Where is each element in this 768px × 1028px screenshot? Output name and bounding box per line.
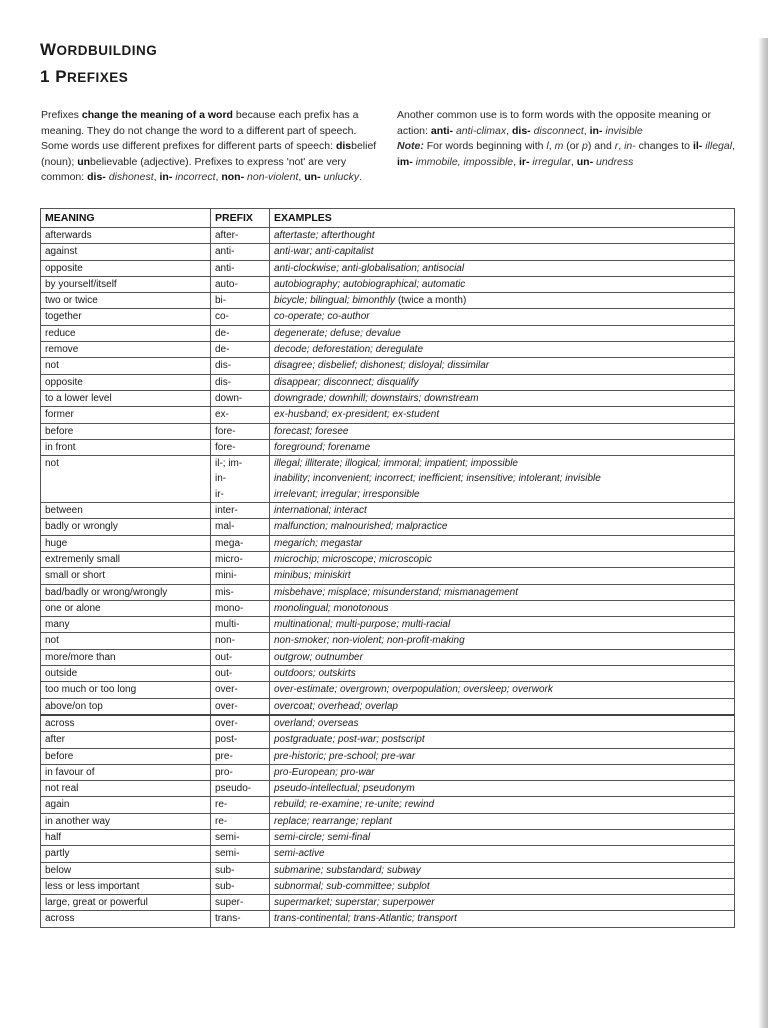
table-row xyxy=(41,617,735,633)
meaning-cell: too much or too long xyxy=(41,682,211,698)
prefix-cell: mono- xyxy=(211,600,270,616)
examples-note: (twice a month) xyxy=(395,295,467,307)
header-prefix: PREFIX xyxy=(211,209,270,228)
prefix-cell: fore- xyxy=(211,423,270,439)
prefix-cell: out- xyxy=(211,666,270,682)
examples-cell xyxy=(270,228,735,244)
examples-cell xyxy=(270,895,735,911)
prefix-cell: re- xyxy=(211,797,270,813)
examples-cell xyxy=(270,732,735,748)
examples-text: over-estimate; overgrown; overpopulation; oversleep; overwork xyxy=(274,684,553,696)
prefix-line: in- xyxy=(215,473,227,485)
examples-text: ex-husband; ex-president; ex-student xyxy=(274,409,440,421)
prefix-cell: sub- xyxy=(211,862,270,878)
meaning-cell: huge xyxy=(41,535,211,551)
prefix-cell: re- xyxy=(211,813,270,829)
table-row xyxy=(41,878,735,894)
table-row xyxy=(41,781,735,797)
meaning-cell: not xyxy=(41,358,211,374)
table-row xyxy=(41,649,735,665)
meaning-cell: bad/badly or wrong/wrongly xyxy=(41,584,211,600)
examples-cell xyxy=(270,276,735,292)
prefix-cell: micro- xyxy=(211,551,270,567)
examples-cell xyxy=(270,439,735,455)
table-row xyxy=(41,666,735,682)
meaning-cell: in favour of xyxy=(41,764,211,780)
meaning-cell: small or short xyxy=(41,568,211,584)
examples-cell xyxy=(270,649,735,665)
prefix-cell: co- xyxy=(211,309,270,325)
examples-cell xyxy=(270,260,735,276)
examples-text: pseudo-intellectual; pseudonym xyxy=(274,783,415,795)
prefix-cell: ex- xyxy=(211,407,270,423)
examples-text: semi-circle; semi-final xyxy=(274,831,371,843)
prefix-cell: fore- xyxy=(211,439,270,455)
examples-text: outgrow; outnumber xyxy=(274,651,363,663)
examples-text: downgrade; downhill; downstairs; downstream xyxy=(274,392,479,404)
intro-paragraph-right: Another common use is to form words with the opposite meaning or action: anti- anti-climax, dis- disconnect, in- invisible Note: For words beginning with l, m (or p) and r, in- changes to il- illegal, im- immobile, impossible, ir- irregular, un- undress xyxy=(397,109,735,168)
examples-text: international; interact xyxy=(274,505,367,517)
examples-cell xyxy=(270,781,735,797)
examples-text: megarich; megastar xyxy=(274,537,363,549)
prefix-cell: multi- xyxy=(211,617,270,633)
meaning-cell: badly or wrongly xyxy=(41,519,211,535)
examples-cell xyxy=(270,309,735,325)
examples-text: minibus; miniskirt xyxy=(274,570,351,582)
table-row xyxy=(41,633,735,649)
examples-cell xyxy=(270,846,735,862)
meaning-cell: afterwards xyxy=(41,228,211,244)
meaning-cell: across xyxy=(41,715,211,732)
examples-cell xyxy=(270,797,735,813)
examples-cell xyxy=(270,633,735,649)
meaning-cell: reduce xyxy=(41,325,211,341)
section-heading: WORDBUILDING xyxy=(40,40,158,59)
examples-cell xyxy=(270,682,735,698)
prefix-cell: over- xyxy=(211,698,270,715)
examples-cell xyxy=(270,519,735,535)
examples-text: replace; rearrange; replant xyxy=(274,815,392,827)
page-edge-shadow xyxy=(758,38,768,1028)
header-meaning: MEANING xyxy=(41,209,211,228)
table-row xyxy=(41,342,735,358)
table-row xyxy=(41,374,735,390)
examples-text: submarine; substandard; subway xyxy=(274,864,421,876)
examples-text: trans-continental; trans-Atlantic; transport xyxy=(274,913,457,925)
prefix-cell: mini- xyxy=(211,568,270,584)
examples-cell xyxy=(270,244,735,260)
examples-cell xyxy=(270,698,735,715)
prefix-cell xyxy=(211,456,270,503)
examples-cell xyxy=(270,600,735,616)
intro-paragraph-left: Prefixes change the meaning of a word because each prefix has a meaning. They do not change the word to a different part of speech. Some words use different prefixes for different parts of speech: disbelief (noun); unbelievable (adjective). Prefixes to express 'not' are very common: dis- dishonest, in- incorrect, non- non-violent, un- unlucky. xyxy=(41,109,377,183)
table-row xyxy=(41,519,735,535)
examples-cell xyxy=(270,423,735,439)
examples-text: foreground; forename xyxy=(274,441,371,453)
table-row xyxy=(41,456,735,503)
meaning-cell: against xyxy=(41,244,211,260)
examples-text: semi-active xyxy=(274,848,325,860)
meaning-cell: between xyxy=(41,503,211,519)
table-row xyxy=(41,568,735,584)
meaning-cell: not xyxy=(41,456,211,503)
examples-cell xyxy=(270,325,735,341)
examples-cell xyxy=(270,764,735,780)
meaning-cell: again xyxy=(41,797,211,813)
examples-cell xyxy=(270,584,735,600)
examples-text: supermarket; superstar; superpower xyxy=(274,897,435,909)
meaning-cell: to a lower level xyxy=(41,390,211,406)
prefix-cell: trans- xyxy=(211,911,270,927)
examples-text: misbehave; misplace; misunderstand; mismanagement xyxy=(274,586,518,598)
table-row xyxy=(41,228,735,244)
examples-cell xyxy=(270,374,735,390)
examples-cell xyxy=(270,342,735,358)
prefix-cell: bi- xyxy=(211,293,270,309)
examples-cell xyxy=(270,829,735,845)
table-row xyxy=(41,829,735,845)
examples-text: malfunction; malnourished; malpractice xyxy=(274,521,448,533)
table-row xyxy=(41,260,735,276)
table-row xyxy=(41,682,735,698)
prefix-cell: over- xyxy=(211,682,270,698)
meaning-cell: after xyxy=(41,732,211,748)
meaning-cell: not xyxy=(41,633,211,649)
meaning-cell: half xyxy=(41,829,211,845)
table-row xyxy=(41,797,735,813)
prefix-cell: over- xyxy=(211,715,270,732)
prefix-cell: de- xyxy=(211,325,270,341)
examples-text: disappear; disconnect; disqualify xyxy=(274,376,419,388)
examples-cell xyxy=(270,878,735,894)
examples-text: co-operate; co-author xyxy=(274,311,370,323)
table-row xyxy=(41,551,735,567)
prefix-cell: anti- xyxy=(211,260,270,276)
prefix-cell: pre- xyxy=(211,748,270,764)
prefix-cell: after- xyxy=(211,228,270,244)
examples-line: illegal; illiterate; illogical; immoral; impatient; impossible xyxy=(274,458,518,470)
prefix-cell: pseudo- xyxy=(211,781,270,797)
meaning-cell: before xyxy=(41,748,211,764)
prefix-cell: super- xyxy=(211,895,270,911)
prefix-cell: semi- xyxy=(211,846,270,862)
examples-text: pro-European; pro-war xyxy=(274,766,375,778)
table-row xyxy=(41,600,735,616)
meaning-cell: many xyxy=(41,617,211,633)
examples-cell xyxy=(270,293,735,309)
meaning-cell: in front xyxy=(41,439,211,455)
prefix-line: il-; im- xyxy=(215,458,243,470)
table-row xyxy=(41,895,735,911)
table-row xyxy=(41,846,735,862)
table-row xyxy=(41,813,735,829)
examples-cell xyxy=(270,551,735,567)
examples-cell xyxy=(270,748,735,764)
meaning-cell: above/on top xyxy=(41,698,211,715)
examples-text: decode; deforestation; deregulate xyxy=(274,344,423,356)
meaning-cell: two or twice xyxy=(41,293,211,309)
table-row xyxy=(41,309,735,325)
prefix-table xyxy=(40,208,735,928)
table-row xyxy=(41,732,735,748)
prefix-cell: mis- xyxy=(211,584,270,600)
table-row xyxy=(41,423,735,439)
prefix-cell: down- xyxy=(211,390,270,406)
meaning-cell: below xyxy=(41,862,211,878)
meaning-cell: outside xyxy=(41,666,211,682)
prefix-cell: de- xyxy=(211,342,270,358)
examples-text: overcoat; overhead; overlap xyxy=(274,700,398,712)
prefix-cell: auto- xyxy=(211,276,270,292)
table-row xyxy=(41,698,735,715)
table-row xyxy=(41,715,735,732)
examples-text: outdoors; outskirts xyxy=(274,668,356,680)
meaning-cell: in another way xyxy=(41,813,211,829)
examples-cell xyxy=(270,862,735,878)
meaning-cell: by yourself/itself xyxy=(41,276,211,292)
examples-text: aftertaste; afterthought xyxy=(274,230,375,241)
examples-cell xyxy=(270,911,735,927)
table-row xyxy=(41,407,735,423)
prefix-line: ir- xyxy=(215,488,224,500)
table-row xyxy=(41,390,735,406)
meaning-cell: across xyxy=(41,911,211,927)
examples-text: rebuild; re-examine; re-unite; rewind xyxy=(274,799,435,811)
examples-text: pre-historic; pre-school; pre-war xyxy=(274,750,416,762)
prefix-cell: anti- xyxy=(211,244,270,260)
table-row xyxy=(41,244,735,260)
examples-cell xyxy=(270,715,735,732)
examples-cell xyxy=(270,503,735,519)
table-row xyxy=(41,439,735,455)
table-row xyxy=(41,862,735,878)
prefix-cell: semi- xyxy=(211,829,270,845)
prefix-cell: dis- xyxy=(211,358,270,374)
prefix-cell: inter- xyxy=(211,503,270,519)
meaning-cell: not real xyxy=(41,781,211,797)
examples-line: irrelevant; irregular; irresponsible xyxy=(274,488,420,500)
examples-cell xyxy=(270,358,735,374)
prefix-cell: non- xyxy=(211,633,270,649)
examples-cell xyxy=(270,535,735,551)
meaning-cell: remove xyxy=(41,342,211,358)
examples-text: postgraduate; post-war; postscript xyxy=(274,734,425,746)
prefix-cell: mega- xyxy=(211,535,270,551)
examples-text: anti-clockwise; anti-globalisation; antisocial xyxy=(274,262,465,274)
examples-text: multinational; multi-purpose; multi-racial xyxy=(274,619,451,631)
meaning-cell: extremenly small xyxy=(41,551,211,567)
examples-text: bicycle; bilingual; bimonthly xyxy=(274,295,396,307)
prefix-cell: sub- xyxy=(211,878,270,894)
table-row xyxy=(41,584,735,600)
meaning-cell: opposite xyxy=(41,260,211,276)
table-body xyxy=(41,228,735,928)
table-row xyxy=(41,764,735,780)
examples-text: degenerate; defuse; devalue xyxy=(274,327,401,339)
meaning-cell: large, great or powerful xyxy=(41,895,211,911)
examples-text: microchip; microscope; microscopic xyxy=(274,553,432,565)
table-row xyxy=(41,503,735,519)
header-examples: EXAMPLES xyxy=(270,209,735,228)
meaning-cell: less or less important xyxy=(41,878,211,894)
page-title: 1 PREFIXES xyxy=(40,67,129,86)
meaning-cell: before xyxy=(41,423,211,439)
meaning-cell: partly xyxy=(41,846,211,862)
meaning-cell: more/more than xyxy=(41,649,211,665)
table-row xyxy=(41,325,735,341)
meaning-cell: opposite xyxy=(41,374,211,390)
table-row xyxy=(41,358,735,374)
table-row xyxy=(41,535,735,551)
meaning-cell: former xyxy=(41,407,211,423)
examples-cell xyxy=(270,390,735,406)
table-row xyxy=(41,748,735,764)
table-row xyxy=(41,911,735,927)
meaning-cell: together xyxy=(41,309,211,325)
prefix-cell: pro- xyxy=(211,764,270,780)
examples-text: autobiography; autobiographical; automatic xyxy=(274,278,466,290)
examples-cell xyxy=(270,456,735,503)
examples-cell xyxy=(270,617,735,633)
examples-cell xyxy=(270,813,735,829)
prefix-cell: mal- xyxy=(211,519,270,535)
examples-cell xyxy=(270,568,735,584)
examples-line: inability; inconvenient; incorrect; inefficient; insensitive; intolerant; invisible xyxy=(274,473,601,485)
examples-text: subnormal; sub-committee; subplot xyxy=(274,880,430,892)
table-header-row xyxy=(41,209,735,228)
examples-text: anti-war; anti-capitalist xyxy=(274,246,374,258)
prefix-cell: post- xyxy=(211,732,270,748)
table-row xyxy=(41,293,735,309)
prefix-cell: out- xyxy=(211,649,270,665)
examples-cell xyxy=(270,666,735,682)
examples-text: disagree; disbelief; dishonest; disloyal; dissimilar xyxy=(274,360,490,372)
examples-text: monolingual; monotonous xyxy=(274,602,389,614)
prefix-cell: dis- xyxy=(211,374,270,390)
examples-text: overland; overseas xyxy=(274,717,359,729)
examples-cell xyxy=(270,407,735,423)
table-row xyxy=(41,276,735,292)
examples-text: non-smoker; non-violent; non-profit-making xyxy=(274,635,465,647)
examples-text: forecast; foresee xyxy=(274,425,349,437)
meaning-cell: one or alone xyxy=(41,600,211,616)
